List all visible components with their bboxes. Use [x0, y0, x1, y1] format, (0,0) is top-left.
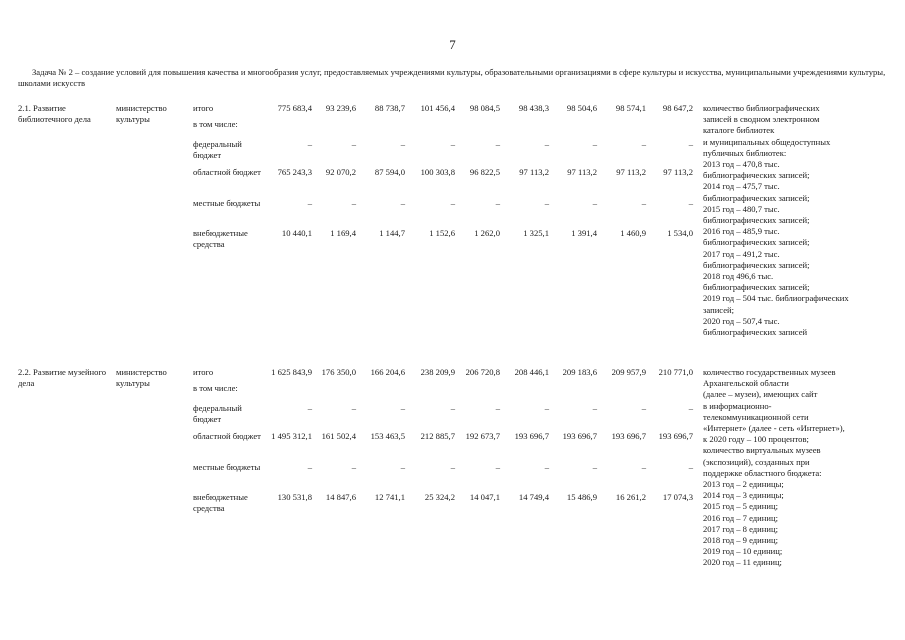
funding-value: 176 350,0: [321, 367, 356, 377]
funding-value: –: [351, 198, 356, 208]
funding-value: 765 243,3: [277, 167, 312, 177]
funding-value: –: [688, 139, 693, 149]
indicator-line: записей в сводном электронном: [703, 114, 820, 125]
indicator-line: 2019 год – 504 тыс. библиографических: [703, 293, 849, 304]
funding-source-label: федеральный бюджет: [193, 403, 242, 424]
funding-value: –: [400, 403, 405, 413]
funding-source-label: областной бюджет: [193, 431, 261, 441]
funding-value: –: [495, 403, 500, 413]
funding-value: 88 738,7: [374, 103, 405, 113]
funding-value: 1 625 843,9: [271, 367, 312, 377]
funding-source-label: местные бюджеты: [193, 198, 261, 208]
funding-value: –: [351, 403, 356, 413]
funding-value: 1 495 312,1: [271, 431, 312, 441]
funding-value: 97 113,2: [567, 167, 597, 177]
funding-value: –: [592, 403, 597, 413]
funding-value: –: [544, 403, 549, 413]
funding-source-label: внебюджетные средства: [193, 228, 248, 249]
indicator-line: 2015 год – 480,7 тыс.: [703, 203, 780, 214]
funding-value: 14 047,1: [469, 492, 500, 502]
funding-value: 1 391,4: [571, 228, 597, 238]
indicator-line: к 2020 году – 100 процентов;: [703, 434, 809, 445]
funding-value: –: [544, 462, 549, 472]
funding-value: –: [641, 139, 646, 149]
funding-value: 96 822,5: [469, 167, 500, 177]
funding-value: 193 696,7: [562, 431, 597, 441]
funding-source-label: областной бюджет: [193, 167, 261, 177]
indicator-line: библиографических записей: [703, 327, 808, 338]
indicator-line: записей;: [703, 304, 735, 315]
funding-value: –: [400, 139, 405, 149]
funding-value: 1 152,6: [429, 228, 455, 238]
indicator-line: Архангельской области: [703, 378, 789, 389]
funding-value: 161 502,4: [321, 431, 356, 441]
indicator-line: 2017 год – 491,2 тыс.: [703, 248, 780, 259]
funding-value: –: [400, 462, 405, 472]
funding-value: 209 183,6: [562, 367, 597, 377]
indicator-line: 2017 год – 8 единиц;: [703, 523, 778, 534]
indicator-line: 2013 год – 470,8 тыс.: [703, 159, 780, 170]
funding-value: 775 683,4: [277, 103, 312, 113]
funding-value: –: [400, 198, 405, 208]
funding-value: –: [450, 198, 455, 208]
target-indicator: [703, 367, 873, 569]
funding-value: –: [641, 462, 646, 472]
funding-value: 14 749,4: [518, 492, 549, 502]
funding-value: 98 574,1: [615, 103, 646, 113]
funding-value: 97 113,2: [519, 167, 549, 177]
funding-value: 97 113,2: [616, 167, 646, 177]
funding-value: 92 070,2: [325, 167, 356, 177]
funding-value: –: [495, 462, 500, 472]
funding-value: 206 720,8: [465, 367, 500, 377]
funding-value: –: [641, 403, 646, 413]
indicator-line: каталоге библиотек: [703, 125, 775, 136]
funding-value: 1 325,1: [523, 228, 549, 238]
indicator-line: и муниципальных общедоступных: [703, 136, 831, 147]
target-indicator: [703, 103, 873, 338]
funding-value: 98 084,5: [469, 103, 500, 113]
funding-source-label: итого: [193, 367, 214, 377]
indicator-line: 2016 год – 7 единиц;: [703, 512, 778, 523]
funding-value: 1 262,0: [474, 228, 500, 238]
funding-value: –: [495, 198, 500, 208]
funding-value: –: [307, 403, 312, 413]
section-code: 2.2. Развитие музейного дела: [18, 367, 107, 388]
indicator-line: библиографических записей;: [703, 282, 810, 293]
funding-value: 209 957,9: [611, 367, 646, 377]
funding-value: 210 771,0: [658, 367, 693, 377]
funding-value: 87 594,0: [374, 167, 405, 177]
funding-value: 153 463,5: [370, 431, 405, 441]
indicator-line: 2015 год – 5 единиц;: [703, 501, 778, 512]
funding-value: 25 324,2: [424, 492, 455, 502]
section-code: 2.1. Развитие библиотечного дела: [18, 103, 91, 124]
responsible-organization: министерство культуры: [116, 367, 167, 388]
funding-value: 101 456,4: [420, 103, 455, 113]
indicator-line: библиографических записей;: [703, 259, 810, 270]
funding-value: 1 534,0: [667, 228, 693, 238]
funding-source-label: местные бюджеты: [193, 462, 261, 472]
indicator-line: (экспозиций), созданных при: [703, 456, 810, 467]
funding-value: –: [450, 403, 455, 413]
funding-source-label: в том числе:: [193, 119, 238, 129]
indicator-line: библиографических записей;: [703, 237, 810, 248]
funding-value: –: [450, 139, 455, 149]
indicator-line: «Интернет» (далее - сеть «Интернет»),: [703, 423, 845, 434]
funding-value: –: [592, 198, 597, 208]
indicator-line: 2019 год – 10 единиц;: [703, 546, 783, 557]
funding-value: 130 531,8: [277, 492, 312, 502]
funding-value: –: [688, 462, 693, 472]
indicator-line: библиографических записей;: [703, 170, 810, 181]
funding-value: 193 696,7: [658, 431, 693, 441]
indicator-line: библиографических записей;: [703, 215, 810, 226]
funding-value: –: [544, 198, 549, 208]
funding-value: 98 647,2: [662, 103, 693, 113]
indicator-line: 2014 год – 475,7 тыс.: [703, 181, 780, 192]
funding-value: 1 169,4: [330, 228, 356, 238]
funding-value: 100 303,8: [420, 167, 455, 177]
funding-source-label: внебюджетные средства: [193, 492, 248, 513]
indicator-line: количество виртуальных музеев: [703, 445, 821, 456]
funding-value: 97 113,2: [663, 167, 693, 177]
funding-value: –: [307, 139, 312, 149]
funding-value: 98 504,6: [566, 103, 597, 113]
funding-value: –: [688, 403, 693, 413]
funding-value: 1 144,7: [379, 228, 405, 238]
task-heading: Задача № 2 – создание условий для повышения качества и многообразия услуг, предоставляемых учреждениями культуры, образовательными организациями в сфере культуры и искусства, муниципальными учреждениями культуры, школами искусств: [18, 67, 886, 88]
indicator-line: количество библиографических: [703, 103, 820, 113]
funding-value: –: [307, 462, 312, 472]
funding-value: 193 696,7: [514, 431, 549, 441]
funding-value: –: [592, 139, 597, 149]
funding-value: 14 847,6: [325, 492, 356, 502]
funding-source-label: федеральный бюджет: [193, 139, 242, 160]
indicator-line: 2016 год – 485,9 тыс.: [703, 226, 780, 237]
funding-value: 93 239,6: [325, 103, 356, 113]
indicator-line: (далее – музеи), имеющих сайт: [703, 389, 818, 400]
funding-value: –: [351, 139, 356, 149]
funding-value: 212 885,7: [420, 431, 455, 441]
indicator-line: 2013 год – 2 единицы;: [703, 479, 784, 490]
funding-value: –: [688, 198, 693, 208]
funding-value: 16 261,2: [615, 492, 646, 502]
funding-source-label: в том числе:: [193, 383, 238, 393]
funding-value: –: [592, 462, 597, 472]
funding-value: 17 074,3: [662, 492, 693, 502]
funding-value: 1 460,9: [620, 228, 646, 238]
funding-value: –: [544, 139, 549, 149]
indicator-line: в информационно-: [703, 400, 772, 411]
page-number: 7: [449, 37, 456, 52]
funding-value: –: [641, 198, 646, 208]
indicator-line: 2018 год – 9 единиц;: [703, 535, 778, 546]
funding-value: 15 486,9: [566, 492, 597, 502]
indicator-line: 2020 год – 11 единиц;: [703, 557, 782, 568]
responsible-organization: министерство культуры: [116, 103, 167, 124]
funding-value: 192 673,7: [465, 431, 500, 441]
indicator-line: 2020 год – 507,4 тыс.: [703, 315, 780, 326]
indicator-line: библиографических записей;: [703, 192, 810, 203]
funding-value: –: [495, 139, 500, 149]
indicator-line: 2018 год 496,6 тыс.: [703, 271, 774, 282]
funding-value: 238 209,9: [420, 367, 455, 377]
indicator-line: 2014 год – 3 единицы;: [703, 490, 784, 501]
funding-source-label: итого: [193, 103, 214, 113]
funding-value: 10 440,1: [281, 228, 312, 238]
funding-value: 166 204,6: [370, 367, 405, 377]
indicator-line: количество государственных музеев: [703, 367, 836, 377]
funding-value: 98 438,3: [518, 103, 549, 113]
funding-value: 208 446,1: [514, 367, 549, 377]
funding-value: 193 696,7: [611, 431, 646, 441]
funding-value: –: [450, 462, 455, 472]
indicator-line: публичных библиотек:: [703, 147, 787, 158]
funding-value: 12 741,1: [374, 492, 405, 502]
indicator-line: телекоммуникационной сети: [703, 411, 809, 422]
indicator-line: поддержке областного бюджета:: [703, 467, 822, 478]
funding-value: –: [307, 198, 312, 208]
funding-value: –: [351, 462, 356, 472]
